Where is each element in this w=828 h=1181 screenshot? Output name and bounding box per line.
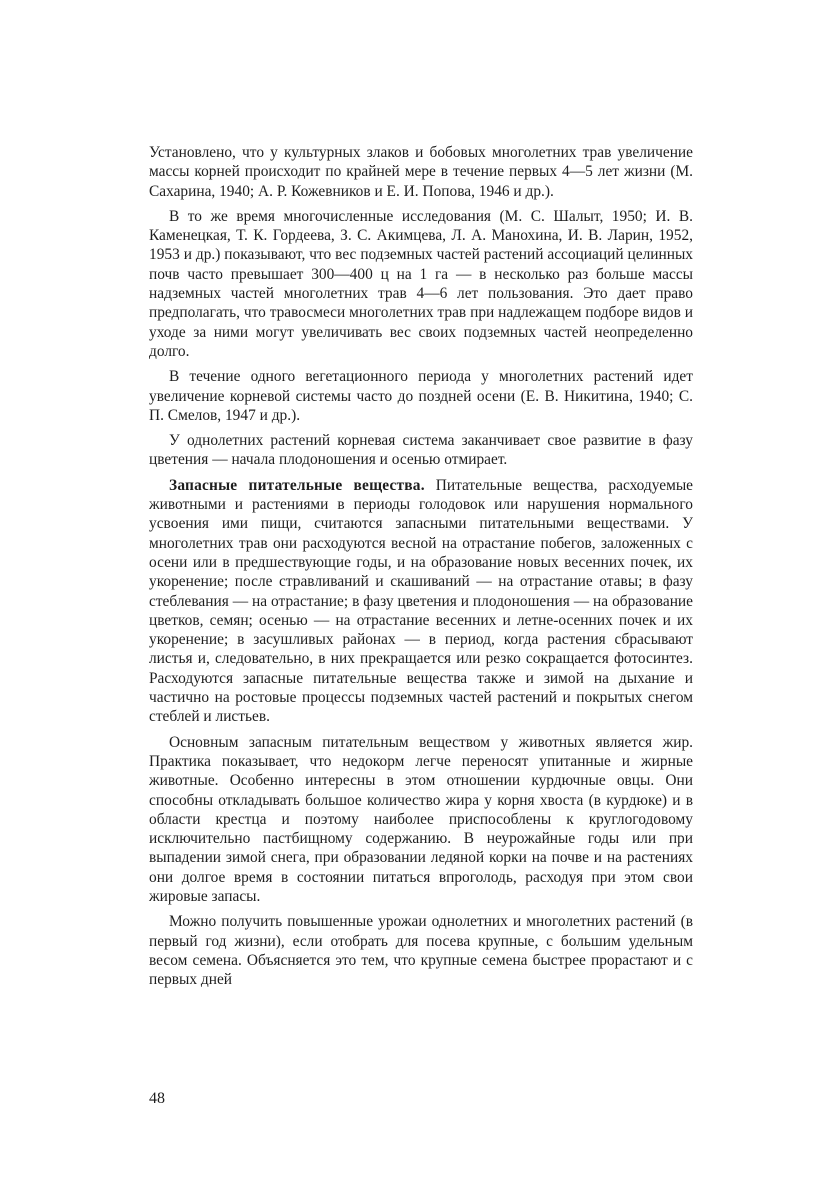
paragraph-root-mass-growth: Установлено, что у культурных злаков и бобовых многолетних трав увеличение массы корней происходит по крайней мере в течение первых 4—5 лет жизни (М. Сахарина, 1940; А. Р. Кожевников и Е. И. Попова, 1946 и др.). [149, 144, 693, 200]
paragraph-underground-weight: В то же время многочисленные исследования (М. С. Шалыт, 1950; И. В. Каменецкая, Т. К. Гордеева, З. С. Акимцева, Л. А. Манохина, И. В. Ларин, 1952, 1953 и др.) показывают, что вес подземных частей растений ассоциаций целинных почв часто превышает 300—400 ц на 1 га — в несколько раз больше массы надземных частей многолетних трав 4—6 лет пользования. Это дает право предполагать, что травосмеси многолетних трав при надлежащем подборе видов и уходе за ними могут увеличивать вес своих подземных частей неопределенно долго. [149, 207, 693, 360]
paragraph-reserve-nutrients [149, 476, 693, 727]
section-heading: Запасные питательные вещества. [169, 476, 425, 494]
page-number: 48 [149, 1090, 165, 1107]
paragraph-vegetation-period: В течение одного вегетационного периода у многолетних растений идет увеличение корневой системы часто до поздней осени (Е. В. Никитина, 1940; С. П. Смелов, 1947 и др.). [149, 368, 693, 424]
paragraph-seed-selection: Можно получить повышенные урожаи однолетних и многолетних растений (в первый год жизни), если отобрать для посева крупные, с большим удельным весом семена. Объясняется это тем, что крупные семена быстрее прорастают и с первых дней [149, 913, 693, 989]
section-text: Питательные вещества, расходуемые животными и растениями в периоды голодовок или нарушения нормального усвоения ими пищи, считаются запасными питательными веществами. У многолетних трав они расходуются весной на отрастание побегов, заложенных с осени или в предшествующие годы, и на образование новых весенних почек, их укоренение; после стравливаний и скашиваний — на отрастание отавы; в фазу стеблевания — на отрастание; в фазу цветения и плодоношения — на образование цветков, семян; осенью — на отрастание весенних и летне-осенних почек и их укоренение; в засушливых районах — в период, когда растения сбрасывают листья и, следовательно, в них прекращается или резко сокращается фотосинтез. Расходуются запасные питательные вещества также и зимой на дыхание и частично на ростовые процессы подземных частей растений и покрытых снегом стеблей и листьев. [149, 476, 694, 726]
paragraph-fat-reserves: Основным запасным питательным веществом у животных является жир. Практика показывает, что недокорм легче переносят упитанные и жирные животные. Особенно интересны в этом отношении курдючные овцы. Они способны откладывать большое количество жира у корня хвоста (в курдюке) и в области крестца и поэтому наиболее приспособлены к круглогодовому исключительно пастбищному содержанию. В неурожайные годы или при выпадении зимой снега, при образовании ледяной корки на почве и на растениях они долгое время в состоянии питаться впроголодь, расходуя при этом свои жировые запасы. [149, 733, 693, 905]
body-text [149, 143, 693, 995]
paragraph-annual-plants: У однолетних растений корневая система заканчивает свое развитие в фазу цветения — начала плодоношения и осенью отмирает. [149, 432, 693, 469]
